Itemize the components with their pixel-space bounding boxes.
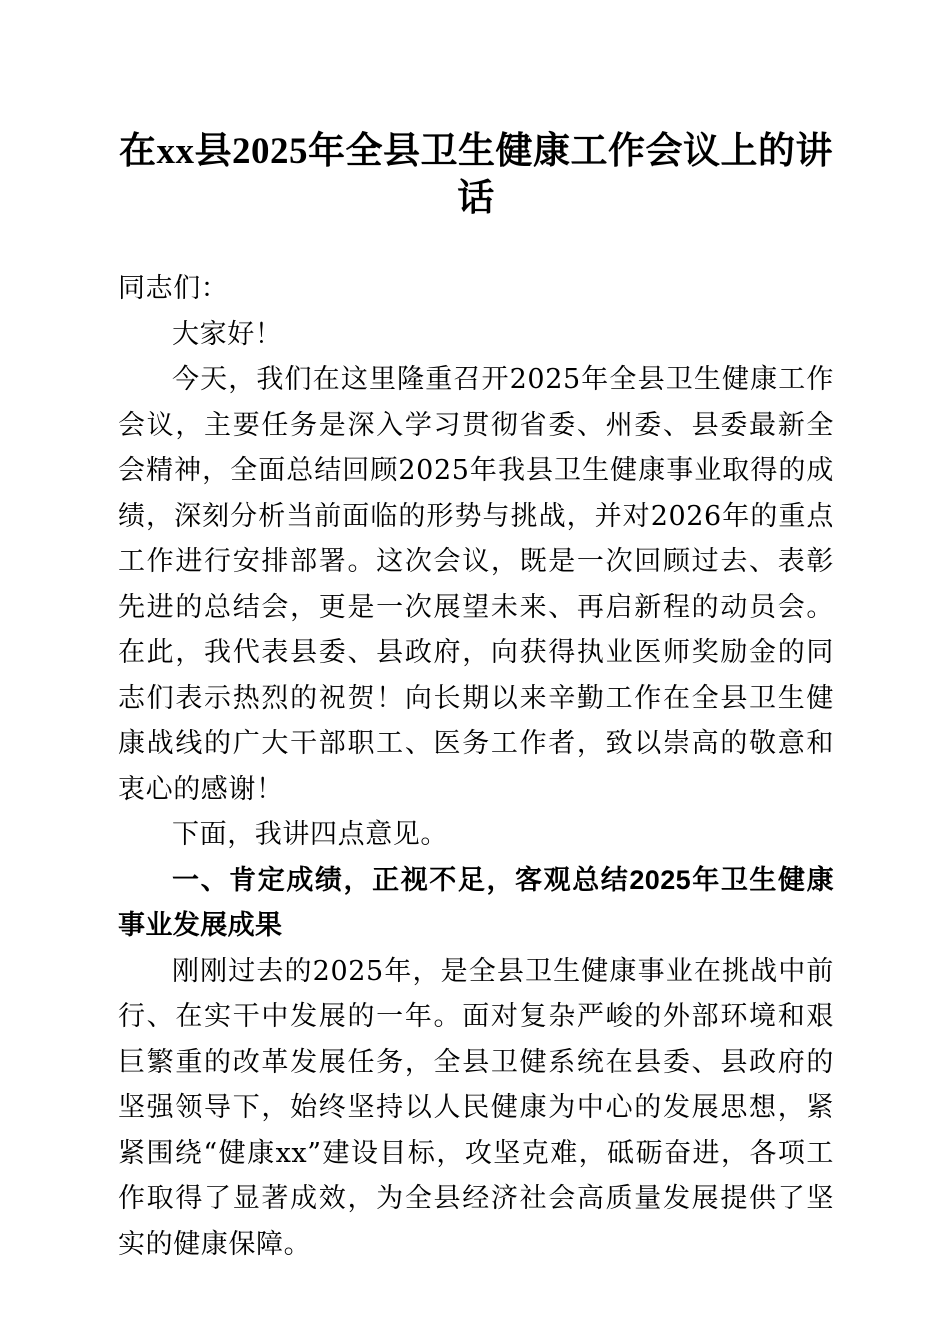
paragraph-outline: 下面，我讲四点意见。 (172, 819, 448, 850)
paragraph-section-one: 刚刚过去的2025年，是全县卫生健康事业在挑战中前行、在实干中发展的一年。面对复杂严峻的外部环境和艰巨繁重的改革发展任务，全县卫健系统在县委、县政府的坚强领导下，始终坚持以人民健康为中心的发展思想，紧紧围绕“健康xx”建设目标，攻坚克难，砥砺奋进，各项工作取得了显著成效，为全县经济社会高质量发展提供了坚实的健康保障。 (118, 955, 834, 1260)
document-body (118, 266, 834, 1267)
document-content (118, 0, 834, 1267)
document-title: 在xx县2025年全县卫生健康工作会议上的讲话 (119, 131, 833, 219)
salutation-line: 同志们： (118, 273, 229, 304)
greeting-line: 大家好！ (172, 318, 283, 350)
section-heading-one: 一、肯定成绩，正视不足，客观总结2025年卫生健康事业发展成果 (118, 864, 834, 940)
paragraph-opening: 今天，我们在这里隆重召开2025年全县卫生健康工作会议，主要任务是深入学习贯彻省委、州委、县委最新全会精神，全面总结回顾2025年我县卫生健康事业取得的成绩，深刻分析当前面临的形势与挑战，并对2026年的重点工作进行安排部署。这次会议，既是一次回顾过去、表彰先进的总结会，更是一次展望未来、再启新程的动员会。在此，我代表县委、县政府，向获得执业医师奖励金的同志们表示热烈的祝贺！向长期以来辛勤工作在全县卫生健康战线的广大干部职工、医务工作者，致以崇高的敬意和衷心的感谢！ (118, 364, 834, 805)
